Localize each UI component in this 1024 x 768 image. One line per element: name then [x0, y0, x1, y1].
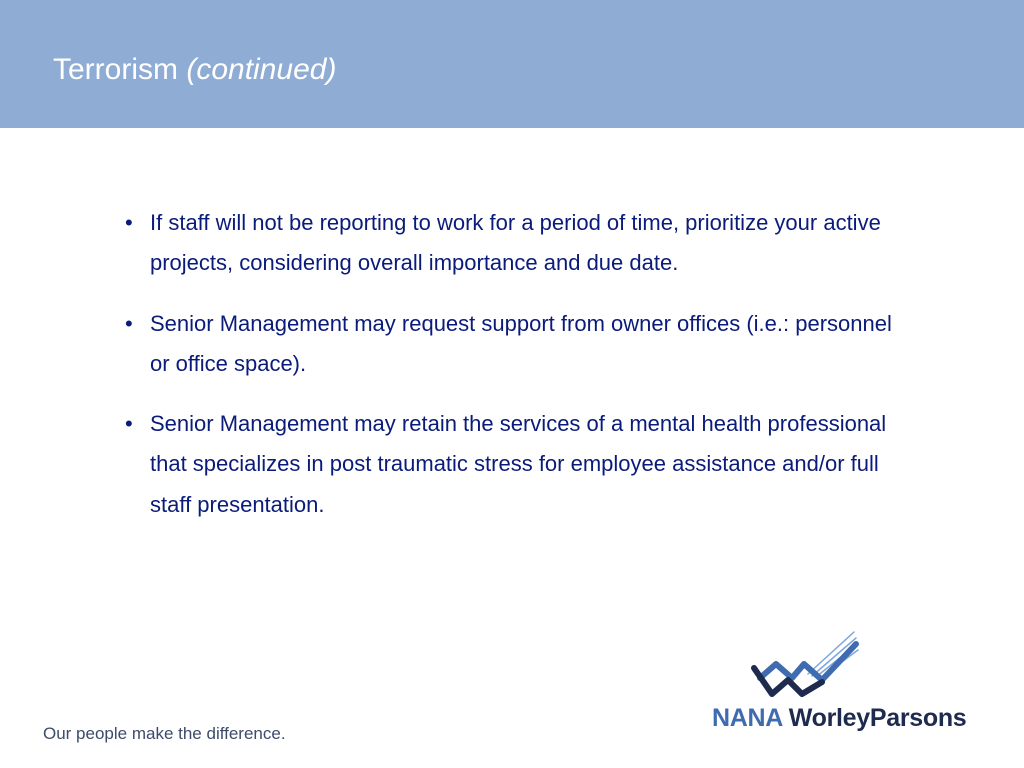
bullet-marker: •: [125, 210, 133, 235]
checkmark-wave-logo-icon: [748, 628, 863, 704]
company-logo: [712, 628, 987, 740]
bullet-item: [124, 304, 904, 385]
footer-tagline: Our people make the difference.: [43, 724, 286, 743]
logo-brand-worleyparsons: WorleyParsons: [788, 704, 967, 732]
bullet-list: [124, 203, 904, 545]
bullet-marker: •: [125, 310, 133, 336]
header-band: [0, 0, 1024, 128]
logo-brand-nana: NANA: [712, 704, 783, 732]
bullet-text: Senior Management may request support from owner offices (i.e.: personnel or office space).: [150, 310, 892, 376]
bullet-text: Senior Management may retain the services of a mental health professional that specializes in post traumatic stress for employee assistance and/or full staff presentation.: [150, 411, 887, 517]
bullet-item: [124, 203, 904, 284]
bullet-marker: •: [125, 411, 133, 437]
logo-wordmark: [712, 704, 966, 733]
bullet-item: [124, 404, 904, 525]
slide-title-main: Terrorism: [53, 53, 178, 86]
slide-title: [53, 50, 336, 90]
bullet-text: If staff will not be reporting to work for a period of time, prioritize your active projects, considering overall importance and due date.: [150, 210, 881, 276]
slide-title-suffix: (continued): [186, 53, 337, 86]
